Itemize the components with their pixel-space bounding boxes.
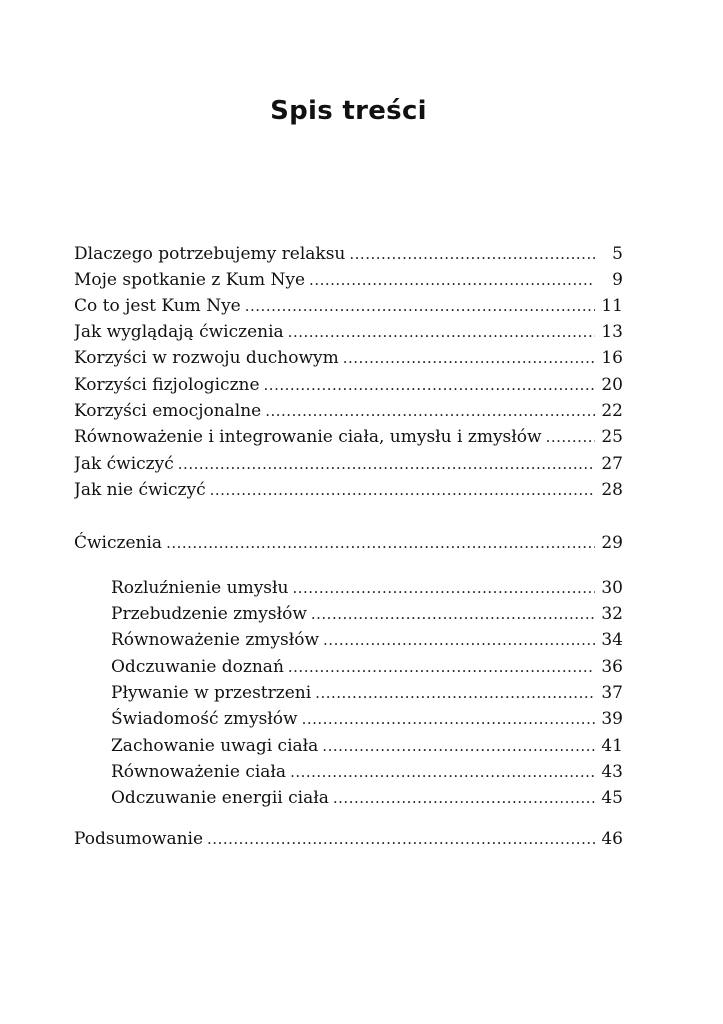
page-title: Spis treści <box>270 96 427 126</box>
toc-page-number: 13 <box>601 322 623 342</box>
toc-page-number: 45 <box>601 788 623 808</box>
toc-entry-title: Jak ćwiczyć <box>74 454 174 474</box>
toc-subentry[interactable] <box>111 759 623 785</box>
toc-subentry[interactable] <box>111 733 623 759</box>
toc-page-number: 30 <box>601 578 623 598</box>
toc-entry[interactable] <box>74 345 623 371</box>
toc-page-number: 32 <box>601 604 623 624</box>
toc-subentry[interactable] <box>111 785 623 811</box>
toc-entry[interactable] <box>74 267 623 293</box>
toc-page-number: 43 <box>601 762 623 782</box>
toc-entry-title: Podsumowanie <box>74 829 204 849</box>
toc-entry-title: Odczuwanie energii ciała <box>111 788 329 808</box>
toc-entry-title: Równoważenie i integrowanie ciała, umysłu i zmysłów <box>74 427 542 447</box>
toc-section-exercises[interactable] <box>74 530 623 556</box>
toc-entry[interactable] <box>74 319 623 345</box>
dot-leader <box>323 627 595 653</box>
toc-entry[interactable] <box>74 477 623 503</box>
toc-subentry[interactable] <box>111 680 623 706</box>
toc-entry[interactable] <box>74 293 623 319</box>
toc-entry-title: Równoważenie ciała <box>111 762 287 782</box>
toc-page-number: 11 <box>601 296 623 316</box>
toc-page-number: 20 <box>601 375 623 395</box>
toc-entry-title: Korzyści emocjonalne <box>74 401 262 421</box>
toc-subentry[interactable] <box>111 654 623 680</box>
toc-entry[interactable] <box>74 398 623 424</box>
toc-entry-title: Zachowanie uwagi ciała <box>111 736 319 756</box>
dot-leader <box>207 826 595 852</box>
dot-leader <box>166 530 595 556</box>
dot-leader <box>322 733 595 759</box>
dot-leader <box>210 477 595 503</box>
toc-subentry[interactable] <box>111 627 623 653</box>
toc-page-number: 41 <box>601 736 623 756</box>
dot-leader <box>178 451 595 477</box>
toc-entry[interactable] <box>74 372 623 398</box>
toc-entry-summary[interactable] <box>74 826 623 852</box>
dot-leader <box>315 680 595 706</box>
toc-subentry[interactable] <box>111 706 623 732</box>
toc-page-number: 25 <box>601 427 623 447</box>
toc-page-number: 36 <box>601 657 623 677</box>
toc-entry-title: Pływanie w przestrzeni <box>111 683 312 703</box>
dot-leader <box>349 241 595 267</box>
dot-leader <box>290 759 595 785</box>
dot-leader <box>302 706 595 732</box>
toc-page-number: 22 <box>601 401 623 421</box>
dot-leader <box>546 424 595 450</box>
toc-entry[interactable] <box>74 424 623 450</box>
toc-entry-title: Odczuwanie doznań <box>111 657 284 677</box>
dot-leader <box>288 319 595 345</box>
toc-entry-title: Ćwiczenia <box>74 533 163 553</box>
toc-entry-title: Jak nie ćwiczyć <box>74 480 206 500</box>
toc-page-number: 37 <box>601 683 623 703</box>
toc-entry[interactable] <box>74 241 623 267</box>
toc-page-number: 46 <box>601 829 623 849</box>
dot-leader <box>309 267 595 293</box>
toc-page-number: 34 <box>601 630 623 650</box>
toc-page-number: 5 <box>612 244 623 264</box>
dot-leader <box>311 601 595 627</box>
dot-leader <box>343 345 595 371</box>
toc-entry-title: Świadomość zmysłów <box>111 709 298 729</box>
toc-entry-title: Równoważenie zmysłów <box>111 630 320 650</box>
toc-entry-title: Przebudzenie zmysłów <box>111 604 307 624</box>
toc-entry-title: Rozluźnienie umysłu <box>111 578 289 598</box>
toc-entry-title: Dlaczego potrzebujemy relaksu <box>74 244 346 264</box>
toc-subentry[interactable] <box>111 575 623 601</box>
dot-leader <box>293 575 596 601</box>
dot-leader <box>264 372 595 398</box>
dot-leader <box>265 398 595 424</box>
toc-page-number: 28 <box>601 480 623 500</box>
dot-leader <box>245 293 595 319</box>
toc-entry-title: Korzyści fizjologiczne <box>74 375 260 395</box>
toc-entry[interactable] <box>74 451 623 477</box>
toc-page-number: 9 <box>612 270 623 290</box>
toc-page-number: 29 <box>601 533 623 553</box>
toc-page-number: 16 <box>601 348 623 368</box>
toc-entry-title: Korzyści w rozwoju duchowym <box>74 348 339 368</box>
dot-leader <box>288 654 595 680</box>
toc-page-number: 39 <box>601 709 623 729</box>
toc-subentry[interactable] <box>111 601 623 627</box>
toc-entry-title: Co to jest Kum Nye <box>74 296 241 316</box>
toc-entry-title: Jak wyglądają ćwiczenia <box>74 322 284 342</box>
toc-entry-title: Moje spotkanie z Kum Nye <box>74 270 306 290</box>
dot-leader <box>333 785 595 811</box>
toc-page-number: 27 <box>601 454 623 474</box>
